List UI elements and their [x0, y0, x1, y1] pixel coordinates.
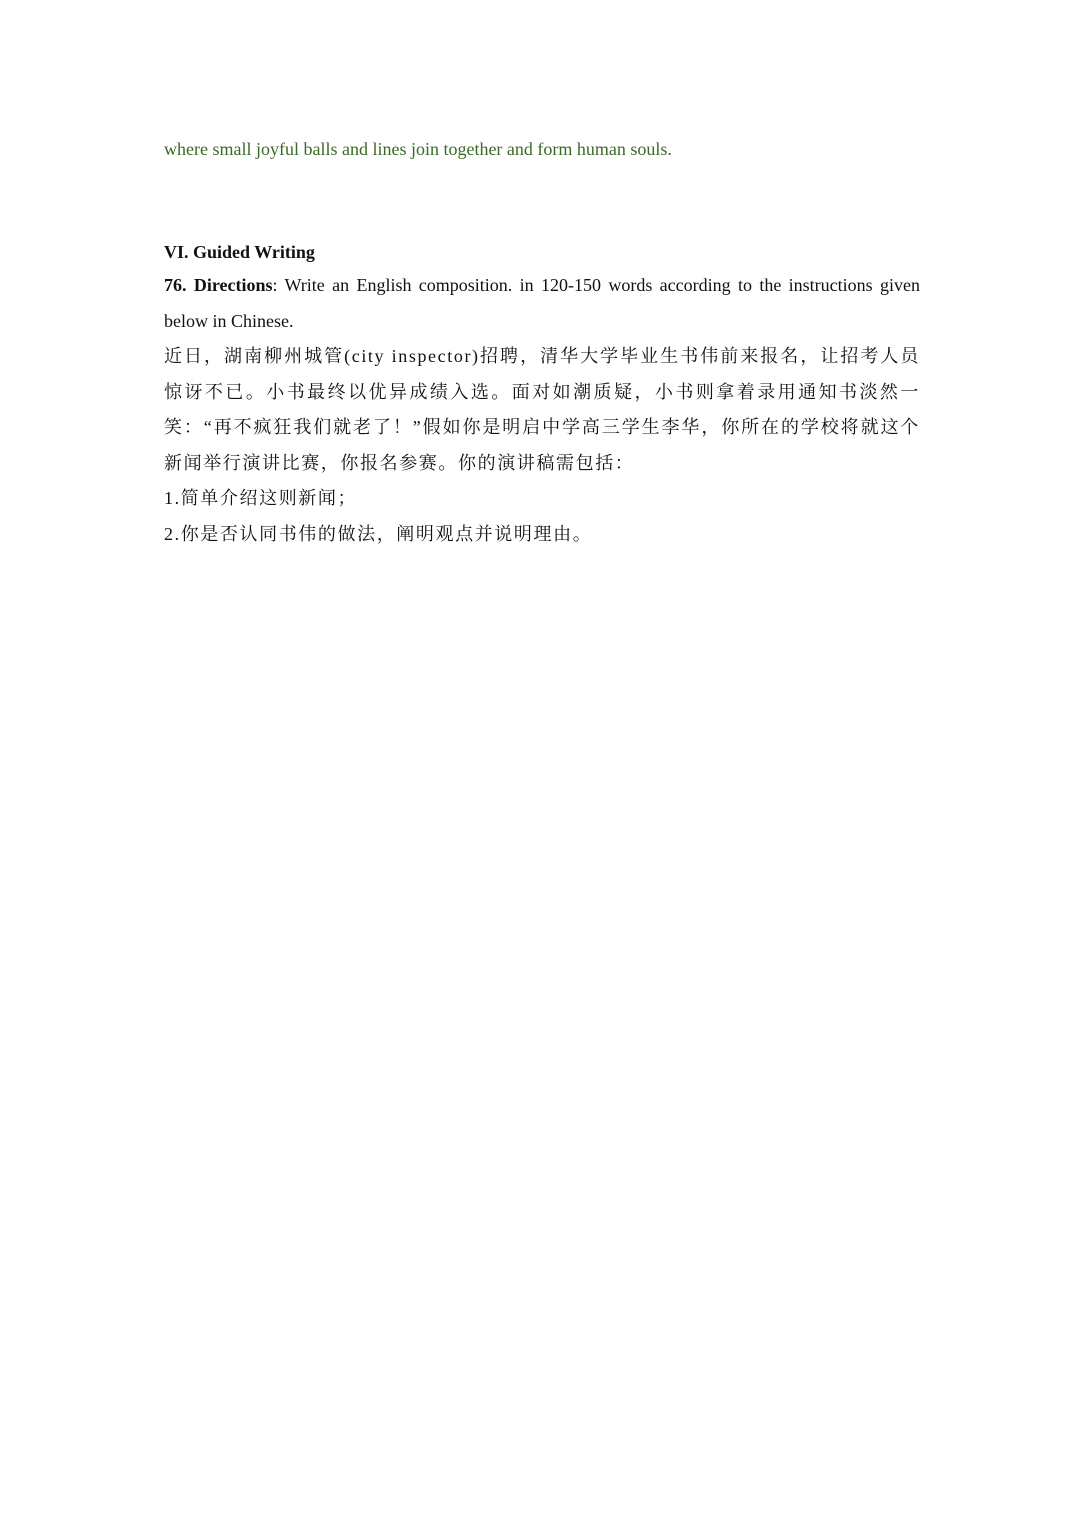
requirement-point-1: 1.简单介绍这则新闻； — [164, 488, 358, 508]
requirement-point-2: 2.你是否认同书伟的做法，阐明观点并说明理由。 — [164, 523, 593, 544]
question-directions — [164, 268, 920, 339]
previous-passage-last-line: where small joyful balls and lines join together and form human souls. — [164, 139, 672, 159]
section-title: VI. Guided Writing — [164, 242, 315, 262]
document-content — [164, 132, 920, 552]
chinese-prompt: 近日，湖南柳州城管(city inspector)招聘，清华大学毕业生书伟前来报名，让招考人员惊讶不已。小书最终以优异成绩入选。面对如潮质疑，小书则拿着录用通知书淡然一笑：“再不疯狂我们就老了！”假如你是明启中学高三学生李华，你所在的学校将就这个新闻举行演讲比赛，你报名参赛。你的演讲稿需包括： — [164, 346, 920, 473]
directions-text: : Write an English composition. in 120-150 words according to the instructions given below in Chinese. — [164, 275, 920, 331]
question-number-label: 76. Directions — [164, 275, 273, 295]
